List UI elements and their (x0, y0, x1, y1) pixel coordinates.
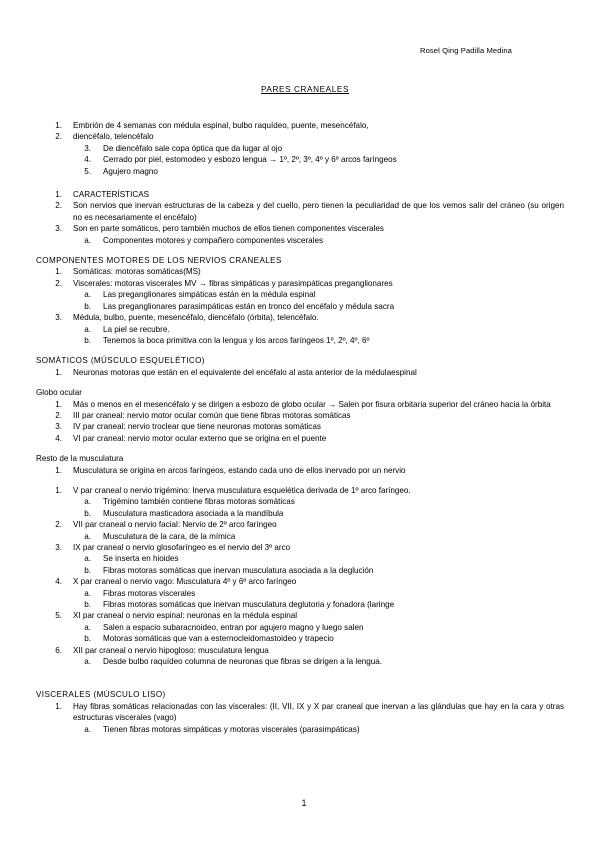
list-item: b. Tenemos la boca primitiva con la lengua y los arcos faríngeos 1º, 2º, 4º, 6º (84, 335, 370, 345)
list-item: 1. V par craneal o nervio trigémino: Inerva musculatura esquelética derivada de 1º arco faríngeo. (55, 485, 411, 495)
list-item: 2. diencéfalo, telencéfalo (55, 132, 154, 142)
list-item: 3. Son en parte somáticos, pero también muchos de ellos tienen componentes viscerales (55, 224, 384, 234)
list-item: 3. IV par craneal: nervio troclear que tiene neuronas motoras somáticas (55, 422, 321, 432)
list-item: 6. XII par craneal o nervio hipogloso: musculatura lengua (55, 645, 269, 655)
list-item: 4. X par craneal o nervio vago: Musculatura 4º y 6º arco faríngeo (55, 577, 297, 587)
list-item: 3. Médula, bulbo, puente, mesencéfalo, diencéfalo (órbita), telencéfalo. (55, 313, 319, 323)
list-item: 3. IX par craneal o nervio glosofaríngeo es el nervio del 3º arco (55, 543, 291, 552)
list-item: 1. Embrión de 4 semanas con médula espinal, bulbo raquídeo, puente, mesencéfalo, (55, 121, 369, 130)
list-item: 2. Son nervios que inervan estructuras de la cabeza y del cuello, pero tienen la peculiaridad de que los vemos salir del cráneo (su origen no es necesariamente el encéfalo) (55, 201, 564, 222)
author-name: Rosel Qing Padilla Medina (420, 46, 512, 55)
list-item: a. Musculatura de la cara, de la mímica (84, 531, 236, 541)
list-item: 3. De diencéfalo sale copa óptica que da lugar al ojo (84, 143, 283, 153)
section-heading-resto: Resto de la musculatura (36, 454, 124, 464)
list-item: a. Tienen fibras motoras simpáticas y motoras viscerales (parasimpáticas) (84, 724, 360, 734)
list-item: a. Componentes motores y compañero componentes viscerales (84, 235, 323, 245)
list-item: 2. VII par craneal o nervio facial: Nervio de 2º arco faríngeo (55, 520, 277, 530)
list-item: 2. Viscerales: motoras viscerales MV → fibras simpáticas y parasimpáticas preganglionares (55, 278, 393, 288)
list-item: 4. Cerrado por piel, estomodeo y esbozo lengua → 1º, 2º, 3º, 4º y 6º arcos faríngeos (84, 155, 397, 165)
list-item: 1. Somáticas: motoras somáticas(MS) (55, 267, 201, 277)
list-item: a. Desde bulbo raquídeo columna de neuronas que fibras se dirigen a la lengua. (84, 657, 382, 667)
list-item: 1. CARACTERÍSTICAS (55, 190, 150, 200)
list-item: 1. Neuronas motoras que están en el equivalente del encéfalo al asta anterior de la médulaespinal (55, 367, 417, 377)
section-heading-globo: Globo ocular (36, 388, 82, 398)
list-item: 4. VI par craneal: nervio motor ocular externo que se origina en el puente (55, 433, 327, 443)
list-item: b. Fibras motoras somáticas que inervan musculatura deglutoria y fonadora (laringe (84, 600, 395, 610)
list-item: 5. XI par craneal o nervio espinal: neuronas en la médula espinal (55, 611, 298, 621)
list-item: a. Trigémino también contiene fibras motoras somáticas (84, 497, 295, 507)
list-item: 1. Musculatura se origina en arcos faríngeos, estando cada uno de ellos inervado por un nervio (55, 465, 406, 475)
list-item: a. Las preganglionares simpáticas están en la médula espinal (84, 290, 316, 300)
list-item: a. Se inserta en hioides (84, 554, 179, 564)
list-item: a. Salen a espacio subaracnoideo, entran por agujero magno y luego salen (84, 622, 364, 632)
section-heading-componentes: COMPONENTES MOTORES DE LOS NERVIOS CRANEALES (36, 256, 282, 266)
list-item: b. Fibras motoras somáticas que inervan musculatura asociada a la deglución (84, 565, 374, 575)
list-item: 5. Agujero magno (84, 166, 158, 176)
list-item: b. Motoras somáticas que van a esternocleidomastoideo y trapecio (84, 634, 334, 644)
page-number: 1 (301, 798, 307, 808)
section-heading-viscerales: VISCERALES (MÚSCULO LISO) (36, 690, 166, 700)
document-title: PARES CRANEALES (260, 85, 350, 94)
list-item: a. Fibras motoras viscerales (84, 588, 196, 598)
list-item: 2. III par craneal: nervio motor ocular común que tiene fibras motoras somáticas (55, 410, 351, 420)
list-item: b. Musculatura masticadora asociada a la mandíbula (84, 508, 284, 518)
list-item: b. Las preganglionares parasimpáticas están en tronco del encéfalo y médula sacra (84, 301, 395, 311)
list-item: a. La piel se recubre. (84, 324, 170, 334)
list-item: 1. Más o menos en el mesencéfalo y se dirigen a esbozo de globo ocular → Salen por fisura orbitaria superior del cráneo hacia la órbita (55, 399, 551, 409)
document-body (36, 120, 564, 735)
section-heading-somaticos: SOMÁTICOS (MÚSCULO ESQUELÉTICO) (36, 356, 205, 366)
list-item: 1. Hay fibras somáticas relacionadas con las viscerales: (II, VII, IX y X par craneal que inervan a las glándulas que hay en la cara y otras estructuras viscerales (vago) (55, 701, 564, 723)
